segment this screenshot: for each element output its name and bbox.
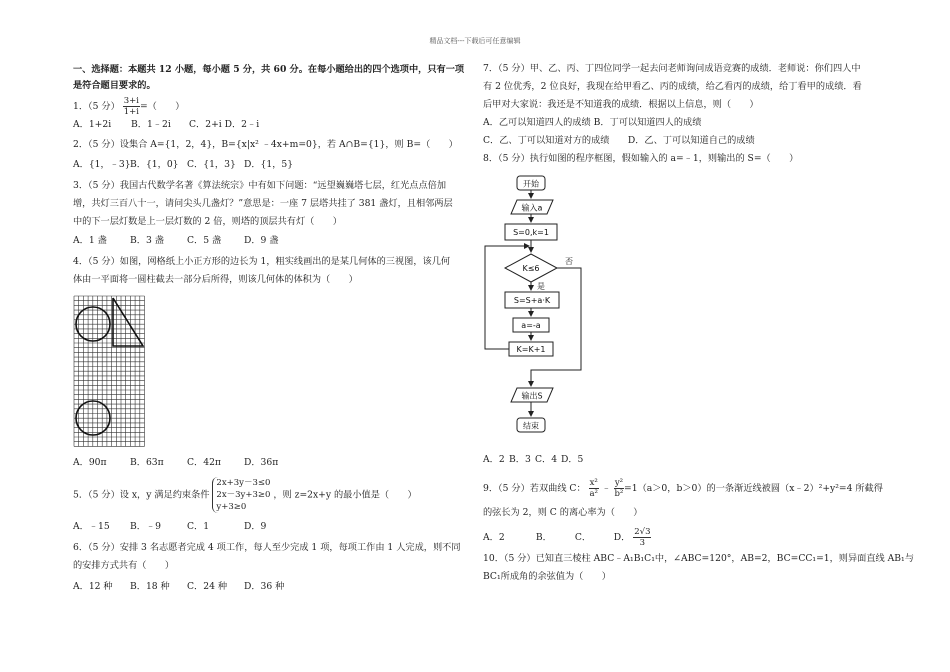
option[interactable]: D．9 xyxy=(244,521,267,532)
option[interactable]: C． xyxy=(574,532,592,543)
option[interactable]: B．63π xyxy=(130,457,164,468)
option[interactable]: B． xyxy=(535,532,552,543)
option[interactable]: B．1﹣2i xyxy=(131,119,171,130)
question-8: 8．（5 分）执行如图的程序框图，假如输入的 a=﹣1，则输出的 S=（ ） xyxy=(483,153,799,164)
option[interactable]: D．5 xyxy=(561,454,584,465)
option[interactable]: B．18 种 xyxy=(130,581,170,592)
option[interactable]: C．24 种 xyxy=(187,581,228,592)
question-10-cont: BC₁所成角的余弦值为（ ） xyxy=(483,571,611,582)
q5-options xyxy=(73,519,473,535)
q3-options xyxy=(73,233,473,249)
flow-step-negate-label: a=-a xyxy=(521,321,541,330)
flow-input-label: 输入a xyxy=(521,203,543,213)
question-4: 4．（5 分）如图，网格纸上小正方形的边长为 1，粗实线画出的是某几何体的三视图，该几何 体由一平面将一圆柱截去一部分后所得，则该几何体的体积为（ ） xyxy=(73,256,451,285)
q4-options xyxy=(73,455,473,471)
option[interactable]: A．乙可以知道四人的成绩 B．丁可以知道四人的成绩 xyxy=(483,117,702,128)
option[interactable]: B．3 盏 xyxy=(130,235,164,246)
option[interactable]: A．12 种 xyxy=(73,581,113,592)
left-column xyxy=(73,62,473,595)
option[interactable]: D．{1，5} xyxy=(244,159,294,170)
flow-no-label: 否 xyxy=(565,257,573,266)
flow-start-label: 开始 xyxy=(523,179,539,189)
option[interactable]: C．4 xyxy=(535,454,558,465)
flow-end-label: 结束 xyxy=(523,421,539,431)
option[interactable]: C．{1，3} xyxy=(187,159,236,170)
option[interactable]: A．1 盏 xyxy=(73,235,107,246)
section-title: 一、选择题：本题共 12 小题，每小题 5 分，共 60 分。在每小题给出的四个选项中，只有一项 xyxy=(73,64,465,75)
flow-step-sum-label: S=S+a·K xyxy=(513,296,551,305)
flow-step-increment-label: K=K+1 xyxy=(516,345,546,354)
flowchart-figure xyxy=(483,174,623,452)
option[interactable]: A．2 xyxy=(483,532,505,543)
flow-condition-label: K≤6 xyxy=(522,264,540,273)
section-title-cont: 是符合题目要求的。 xyxy=(73,80,156,91)
q9-options xyxy=(483,527,883,548)
q1-fraction: $\frac{3+i}{1+i}$ xyxy=(123,96,139,117)
constraint-system: 2x+3y－3≤0 2x－3y+3≥0 y+3≥0 xyxy=(212,477,270,513)
q8-options xyxy=(483,452,883,468)
q6-options xyxy=(73,579,473,595)
option[interactable]: D．9 盏 xyxy=(244,235,279,246)
option[interactable]: B．3 xyxy=(509,454,531,465)
option[interactable]: D．36π xyxy=(244,457,279,468)
option[interactable]: D． $\frac{2√3}{3}$ xyxy=(613,527,651,548)
option[interactable]: A．2 xyxy=(483,454,505,465)
right-column xyxy=(483,62,914,586)
option[interactable]: D．36 种 xyxy=(244,581,285,592)
option[interactable]: C．5 盏 xyxy=(187,235,222,246)
option[interactable]: C．42π xyxy=(187,457,221,468)
option[interactable]: C．乙、丁可以知道对方的成绩 D．乙、丁可以知道自己的成绩 xyxy=(483,135,755,146)
three-view-grid-figure xyxy=(73,295,145,451)
flow-output-label: 输出S xyxy=(521,391,543,401)
question-1: 1．（5 分） $\frac{3+i}{1+i}$ =（ ） xyxy=(73,96,185,117)
option[interactable]: C．2+i D．2﹣i xyxy=(189,119,260,130)
q1-options xyxy=(73,117,473,133)
question-10: 10．（5 分）已知直三棱柱 ABC﹣A₁B₁C₁中，∠ABC=120°，AB=2，BC=CC₁=1，则异面直线 AB₁与 xyxy=(483,553,914,564)
option[interactable]: B．{1，0} xyxy=(130,159,179,170)
question-7: 7．（5 分）甲、乙、丙、丁四位同学一起去问老师询问成语竞赛的成绩．老师说：你们四人中 有 2 位优秀，2 位良好，我现在给甲看乙、丙的成绩，给乙看丙的成绩，给丁看甲的成绩．看 后甲对大家说：我还是不知道我的成绩．根据以上信息，则（ ） xyxy=(483,63,862,110)
option[interactable]: B．﹣9 xyxy=(130,521,161,532)
option[interactable]: A．1+2i xyxy=(73,119,112,130)
option[interactable]: A．{1，﹣3} xyxy=(73,159,131,170)
question-6: 6．（5 分）安排 3 名志愿者完成 4 项工作，每人至少完成 1 项，每项工作由 1 人完成，则不同 的安排方式共有（ ） xyxy=(73,542,461,571)
option[interactable]: C．1 xyxy=(187,521,210,532)
flow-yes-label: 是 xyxy=(537,282,545,291)
question-2: 2．（5 分）设集合 A={1，2，4}，B={x|x² ﹣4x+m=0}，若 A∩B={1}，则 B=（ ） xyxy=(73,139,458,150)
q2-options xyxy=(73,157,473,173)
question-9: 9．（5 分）若双曲线 C： $\frac{\text{x²}}{\text{a²}}$ ﹣ $\frac{\text{y²}}{\text{b²}}$ =1（a＞0，b＞0）的一条渐近线被圆（x﹣2）²+y²=4 所截得 xyxy=(483,478,883,499)
q9-line2: 的弦长为 2，则 C 的离心率为（ ） xyxy=(483,507,643,518)
question-5: 5．（5 分）设 x，y 满足约束条件 2x+3y－3≤0 2x－3y+3≥0 y+3≥0 ，则 z=2x+y 的最小值是（ ） xyxy=(73,478,417,512)
question-3: 3．（5 分）我国古代数学名著《算法统宗》中有如下问题：“远望巍巍塔七层，红光点点倍加 增，共灯三百八十一，请问尖头几盏灯？”意思是：一座 7 层塔共挂了 381 盏灯，且相邻两层 中的下一层灯数是上一层灯数的 2 倍，则塔的顶层共有灯（ ） xyxy=(73,180,453,227)
option[interactable]: A．90π xyxy=(73,457,107,468)
option[interactable]: A．﹣15 xyxy=(73,521,110,532)
page-header: 精品文档---下载后可任意编辑 xyxy=(429,37,521,45)
flow-init-label: S=0,k=1 xyxy=(513,228,549,237)
